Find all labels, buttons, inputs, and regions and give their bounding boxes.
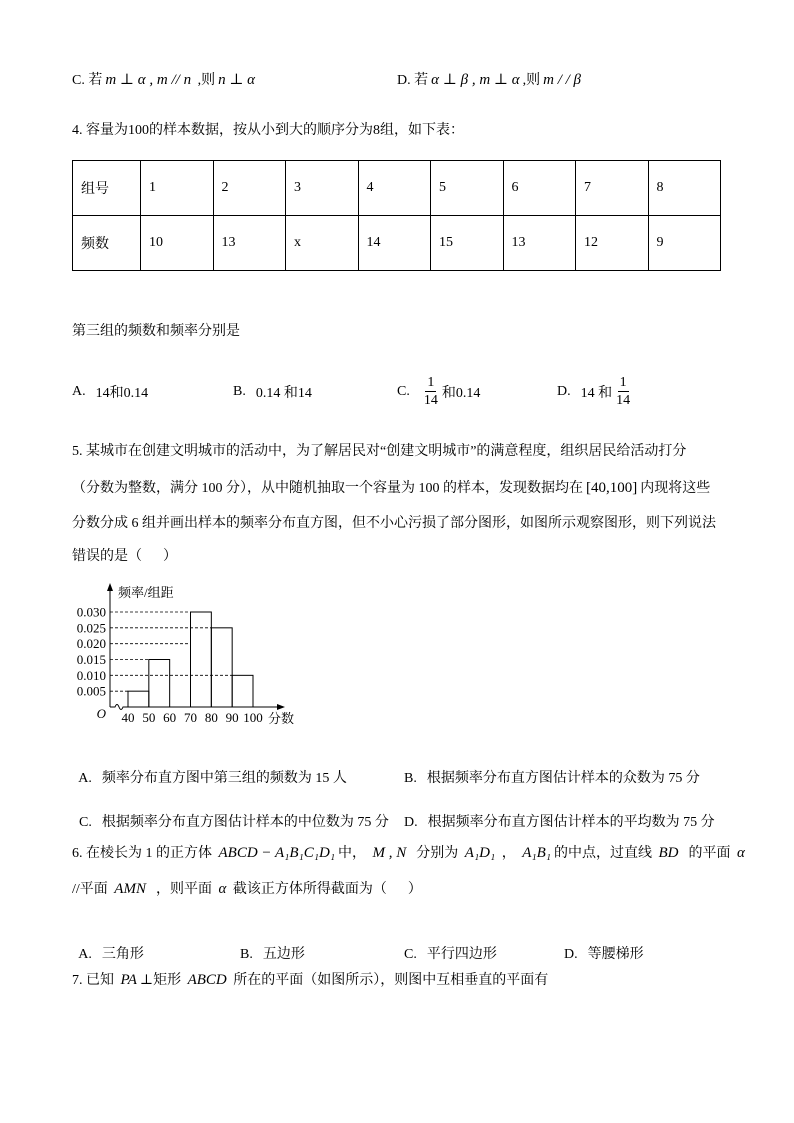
q7-stem-line — [72, 970, 548, 990]
text-run: D. 若 — [397, 73, 429, 88]
q5-option-c — [72, 793, 389, 830]
text-run: 截该正方体所得截面为（ ） — [229, 882, 422, 897]
math-expression: A₁B₁ — [522, 845, 551, 861]
q5-stem-line — [72, 547, 177, 567]
q5-stem-line — [72, 478, 710, 498]
table-cell: 1 — [141, 161, 214, 216]
option-label: C. — [397, 384, 410, 399]
q4-option-b — [233, 372, 312, 412]
q5-option-d — [397, 793, 715, 830]
option-text: 等腰梯形 — [587, 947, 644, 962]
fraction — [423, 374, 439, 410]
math-expression: AMN — [114, 881, 146, 897]
math-expression: m / / β — [543, 72, 582, 88]
table-cell: 13 — [213, 216, 286, 271]
text-run: 中， — [338, 846, 370, 861]
option-text: 频率分布直方图中第三组的频数为 15 人 — [101, 771, 347, 786]
math-expression: M , N — [372, 845, 407, 861]
option-text: 根据频率分布直方图估计样本的平均数为 75 分 — [427, 815, 715, 830]
table-cell: x — [286, 216, 359, 271]
math-expression: α ⊥ β , m ⊥ α — [431, 72, 520, 88]
text-run: ,则 — [522, 73, 541, 88]
table-cell: 7 — [576, 161, 649, 216]
x-tick-label: 50 — [142, 710, 156, 725]
option-label: D. — [564, 947, 578, 962]
math-expression: α — [737, 845, 745, 861]
histogram-bar — [128, 691, 149, 707]
text-run: //平面 — [72, 882, 112, 897]
fraction-numerator: 1 — [619, 375, 627, 390]
table-cell: 14 — [358, 216, 431, 271]
table-cell: 频数 — [73, 216, 141, 271]
option-text: 根据频率分布直方图估计样本的众数为 75 分 — [426, 771, 700, 786]
histogram-bar — [149, 660, 170, 708]
q6-stem-line — [72, 879, 422, 899]
table-cell: 6 — [503, 161, 576, 216]
option-text: 五边形 — [262, 947, 305, 962]
text-run: ，则平面 — [148, 882, 216, 897]
text-run: 6. 在棱长为 1 的正方体 — [72, 846, 216, 861]
math-expression: α — [218, 881, 227, 897]
text-run: 所在的平面（如图所示），则图中互相垂直的平面有 — [229, 973, 549, 988]
option-text: 14和0.14 — [95, 386, 149, 401]
x-axis-arrow — [277, 704, 285, 710]
y-tick-label: 0.005 — [76, 683, 106, 699]
q6-stem-line — [72, 843, 748, 863]
table-cell: 组号 — [73, 161, 141, 216]
math-expression: ABCD — [187, 972, 227, 988]
table-cell: 4 — [358, 161, 431, 216]
option-label: D. — [557, 384, 571, 399]
math-expression: m ⊥ α , m // n — [105, 72, 192, 88]
option-text: 平行四边形 — [426, 947, 497, 962]
q4-option-a — [72, 372, 148, 412]
x-tick-label: 100 — [243, 710, 263, 725]
x-tick-label: 60 — [163, 710, 177, 725]
histogram-bar — [211, 628, 232, 707]
option-text: 根据频率分布直方图估计样本的中位数为 75 分 — [101, 815, 389, 830]
table-header-row — [73, 161, 721, 216]
math-expression: A₁D₁ — [464, 845, 496, 861]
y-tick-label: 0.025 — [76, 620, 106, 636]
q4-prompt: 第三组的频数和频率分别是 — [72, 324, 240, 339]
table-cell: 3 — [286, 161, 359, 216]
q5-stem-line — [72, 442, 686, 462]
table-cell: 2 — [213, 161, 286, 216]
text-run: ⊥矩形 — [139, 973, 185, 988]
math-expression: [40,100] — [586, 480, 638, 496]
option-text: 14 和 — [580, 386, 613, 401]
text-run: C. 若 — [72, 73, 103, 88]
text-run: 分数分成 6 组并画出样本的频率分布直方图，但不小心污损了部分图形，如图所示观察图形，则下列说法 — [72, 516, 716, 531]
table-cell: 5 — [431, 161, 504, 216]
frequency-histogram — [60, 575, 310, 730]
q6-option-a — [72, 925, 144, 962]
fraction-numerator: 1 — [427, 375, 435, 390]
math-expression: ABCD − A₁B₁C₁D₁ — [218, 845, 336, 861]
q3-option-c — [72, 70, 258, 90]
y-tick-label: 0.010 — [76, 667, 106, 683]
histogram-bar — [191, 612, 212, 707]
x-tick-label: 90 — [225, 710, 239, 725]
option-label: C. — [404, 947, 417, 962]
option-text: 0.14 和14 — [255, 386, 312, 401]
q5-stem-line — [72, 514, 716, 534]
x-tick-label: 80 — [204, 710, 218, 725]
text-run: 的平面 — [681, 846, 734, 861]
table-cell: 13 — [503, 216, 576, 271]
q5-option-b — [397, 749, 700, 786]
option-label: A. — [78, 947, 92, 962]
q3-option-d — [397, 70, 584, 90]
q5-option-a — [72, 749, 347, 786]
y-tick-label: 0.020 — [76, 636, 106, 652]
y-axis-arrow — [107, 583, 113, 591]
q4-option-d — [557, 372, 634, 412]
table-cell: 15 — [431, 216, 504, 271]
y-tick-label: 0.030 — [76, 604, 106, 620]
text-run: 5. 某城市在创建文明城市的活动中，为了解居民对“创建文明城市”的满意程度，组织居民给活动打分 — [72, 444, 687, 459]
table-cell: 12 — [576, 216, 649, 271]
fraction-denominator: 14 — [616, 393, 631, 408]
text-run: 错误的是（ ） — [72, 549, 177, 564]
table-cell: 10 — [141, 216, 214, 271]
q4-stem: 4. 容量为100的样本数据，按从小到大的顺序分为8组，如下表： — [72, 123, 464, 138]
table-cell: 8 — [648, 161, 721, 216]
option-label: B. — [233, 384, 246, 399]
text-run: 分别为 — [409, 846, 462, 861]
frequency-table — [72, 160, 721, 271]
y-axis-label: 频率/组距 — [118, 585, 174, 600]
q4-option-c — [397, 372, 480, 412]
q6-option-c — [397, 925, 497, 962]
text-run: （分数为整数，满分 100 分），从中随机抽取一个容量为 100 的样本，发现数据均在 — [72, 481, 583, 496]
fraction — [615, 374, 631, 410]
option-text: 和0.14 — [441, 386, 481, 401]
option-text: 三角形 — [101, 947, 144, 962]
q6-option-b — [233, 925, 305, 962]
histogram-bar — [232, 675, 253, 707]
option-label: A. — [72, 384, 86, 399]
text-run: 7. 已知 — [72, 973, 118, 988]
x-tick-label: 70 — [184, 710, 197, 725]
text-run: 内现将这些 — [640, 481, 711, 496]
text-run: ， — [498, 846, 520, 861]
option-label: A. — [78, 771, 92, 786]
option-label: D. — [404, 815, 418, 830]
text-run: 的中点，过直线 — [554, 846, 656, 861]
fraction-denominator: 14 — [423, 393, 438, 408]
option-label: B. — [404, 771, 417, 786]
origin-label: O — [96, 706, 106, 721]
table-row — [73, 216, 721, 271]
option-label: C. — [79, 815, 92, 830]
x-axis-label: 分数 — [268, 711, 295, 726]
math-expression: n ⊥ α — [218, 72, 256, 88]
math-expression: BD — [658, 845, 679, 861]
x-tick-label: 40 — [121, 710, 135, 725]
table-cell: 9 — [648, 216, 721, 271]
q6-option-d — [557, 925, 644, 962]
math-expression: PA — [120, 972, 137, 988]
y-tick-label: 0.015 — [76, 652, 106, 667]
text-run: ,则 — [194, 73, 216, 88]
option-label: B. — [240, 947, 253, 962]
